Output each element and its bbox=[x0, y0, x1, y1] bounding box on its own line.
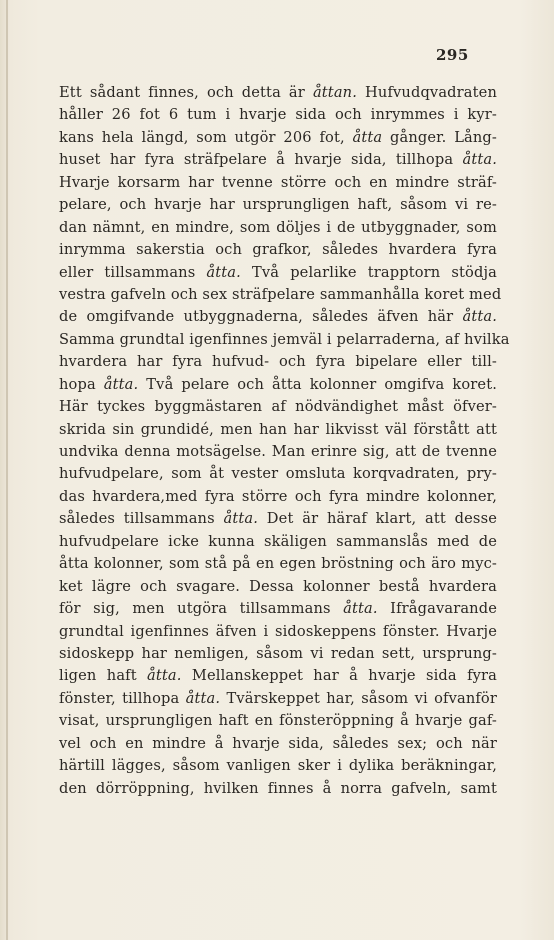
text-line bbox=[59, 688, 497, 710]
text-segment: håller 26 fot 6 tum i hvarje sida och inrymmes i kyr- bbox=[59, 106, 497, 124]
text-line bbox=[59, 149, 497, 171]
text-line bbox=[59, 351, 497, 373]
text-segment: Mellanskeppet har å hvarje sida fyra bbox=[181, 667, 497, 685]
text-segment: härtill lägges, såsom vanligen sker i dylika beräkningar, bbox=[59, 757, 497, 775]
text-segment: Hufvudqvadraten bbox=[357, 84, 497, 101]
text-line bbox=[59, 755, 497, 777]
text-segment: Hvarje korsarm har tvenne större och en mindre sträf- bbox=[59, 173, 497, 191]
text-line bbox=[59, 778, 497, 800]
text-line bbox=[59, 463, 497, 485]
text-segment: das hvardera,med fyra större och fyra mindre kolonner, bbox=[59, 487, 497, 505]
text-segment: sidoskepp har nemligen, såsom vi redan sett, ursprung- bbox=[59, 644, 497, 662]
text-line bbox=[59, 441, 497, 463]
text-segment: åtta kolonner, som stå på en egen bröstning och äro myc- bbox=[59, 555, 497, 573]
text-segment: ket lägre och svagare. Dessa kolonner bestå hvardera bbox=[59, 577, 497, 595]
text-segment: Två pelarlike trapptorn stödja bbox=[240, 263, 497, 281]
text-line bbox=[59, 262, 497, 284]
text-line bbox=[59, 576, 497, 598]
text-line bbox=[59, 598, 497, 620]
text-line bbox=[59, 486, 497, 508]
text-segment: den dörröppning, hvilken finnes å norra gafveln, samt bbox=[59, 779, 497, 797]
text-line bbox=[59, 665, 497, 687]
text-line bbox=[59, 553, 497, 575]
text-segment: undvika denna motsägelse. Man erinre sig, att de tvenne bbox=[59, 443, 497, 460]
text-segment: hufvudpelare icke kunna skäligen sammanslås med de bbox=[59, 532, 497, 550]
page-number: 295 bbox=[436, 46, 469, 64]
text-segment: Här tyckes byggmästaren af nödvändighet måst öfver- bbox=[59, 398, 497, 416]
italic-word: åtta. bbox=[206, 263, 241, 281]
italic-word: åtta. bbox=[343, 600, 378, 618]
text-line bbox=[59, 396, 497, 418]
italic-word: åtta bbox=[352, 128, 383, 146]
italic-word: åtta. bbox=[462, 308, 497, 326]
text-segment: inrymma sakerstia och grafkor, således hvardera fyra bbox=[59, 241, 497, 259]
italic-word: åtta. bbox=[103, 375, 139, 393]
text-segment: vel och en mindre å hvarje sida, således sex; och när bbox=[59, 734, 497, 752]
text-segment: ligen haft bbox=[59, 667, 148, 685]
text-segment: eller tillsammans bbox=[59, 263, 207, 281]
text-segment: således tillsammans bbox=[59, 510, 224, 528]
text-segment: Två pelare och åtta kolonner omgifva koret. bbox=[138, 375, 497, 393]
italic-word: åttan. bbox=[312, 84, 358, 101]
text-segment: Samma grundtal igenfinnes jemväl i pelarraderna, af hvilka bbox=[59, 330, 510, 348]
italic-word: åtta. bbox=[147, 667, 182, 685]
text-segment: visat, ursprungligen haft en fönsteröppning å hvarje gaf- bbox=[59, 712, 497, 730]
text-line bbox=[59, 329, 510, 351]
text-line bbox=[59, 643, 497, 665]
text-line bbox=[59, 508, 497, 530]
text-segment: hvardera har fyra hufvud- och fyra bipelare eller till- bbox=[59, 353, 497, 371]
text-line bbox=[59, 104, 497, 126]
text-segment: pelare, och hvarje har ursprungligen haft, såsom vi re- bbox=[59, 196, 497, 214]
text-segment: Ett sådant finnes, och detta är bbox=[59, 84, 313, 101]
text-segment: Det är häraf klart, att desse bbox=[258, 510, 497, 528]
text-line bbox=[59, 172, 497, 194]
italic-word: åtta. bbox=[462, 151, 497, 169]
text-line bbox=[59, 531, 497, 553]
italic-word: åtta. bbox=[223, 510, 259, 528]
text-segment: Ifrågavarande bbox=[377, 600, 498, 618]
text-line bbox=[59, 733, 497, 755]
text-segment: hufvudpelare, som åt vester omsluta korqvadraten, pry- bbox=[59, 465, 497, 483]
italic-word: åtta. bbox=[185, 689, 221, 707]
text-line bbox=[59, 217, 497, 239]
text-segment: skrida sin grundidé, men han har likvisst väl förstått att bbox=[59, 420, 497, 438]
text-line bbox=[59, 710, 497, 732]
text-line bbox=[59, 284, 502, 306]
page-gutter-edge bbox=[6, 0, 8, 940]
body-text bbox=[59, 82, 510, 800]
text-segment: de omgifvande utbyggnaderna, således äfven här bbox=[59, 308, 463, 326]
text-segment: grundtal igenfinnes äfven i sidoskeppens fönster. Hvarje bbox=[59, 622, 497, 640]
text-segment: kans hela längd, som utgör 206 fot, bbox=[59, 128, 353, 146]
text-segment: Tvärskeppet har, såsom vi ofvanför bbox=[220, 689, 497, 707]
text-line bbox=[59, 306, 497, 328]
text-line bbox=[59, 82, 497, 104]
text-line bbox=[59, 419, 497, 441]
text-line bbox=[59, 239, 497, 261]
text-segment: huset har fyra sträfpelare å hvarje sida, tillhopa bbox=[59, 151, 463, 169]
text-segment: gånger. Lång- bbox=[382, 128, 498, 146]
text-segment: fönster, tillhopa bbox=[59, 689, 186, 707]
text-line bbox=[59, 374, 497, 396]
text-line bbox=[59, 621, 497, 643]
text-line bbox=[59, 194, 497, 216]
text-segment: hopa bbox=[59, 375, 104, 393]
text-segment: vestra gafveln och sex sträfpelare sammanhålla koret med bbox=[59, 285, 502, 303]
text-segment: för sig, men utgöra tillsammans bbox=[59, 600, 344, 618]
text-line bbox=[59, 127, 497, 149]
text-segment: dan nämnt, en mindre, som döljes i de utbyggnader, som bbox=[59, 218, 497, 236]
